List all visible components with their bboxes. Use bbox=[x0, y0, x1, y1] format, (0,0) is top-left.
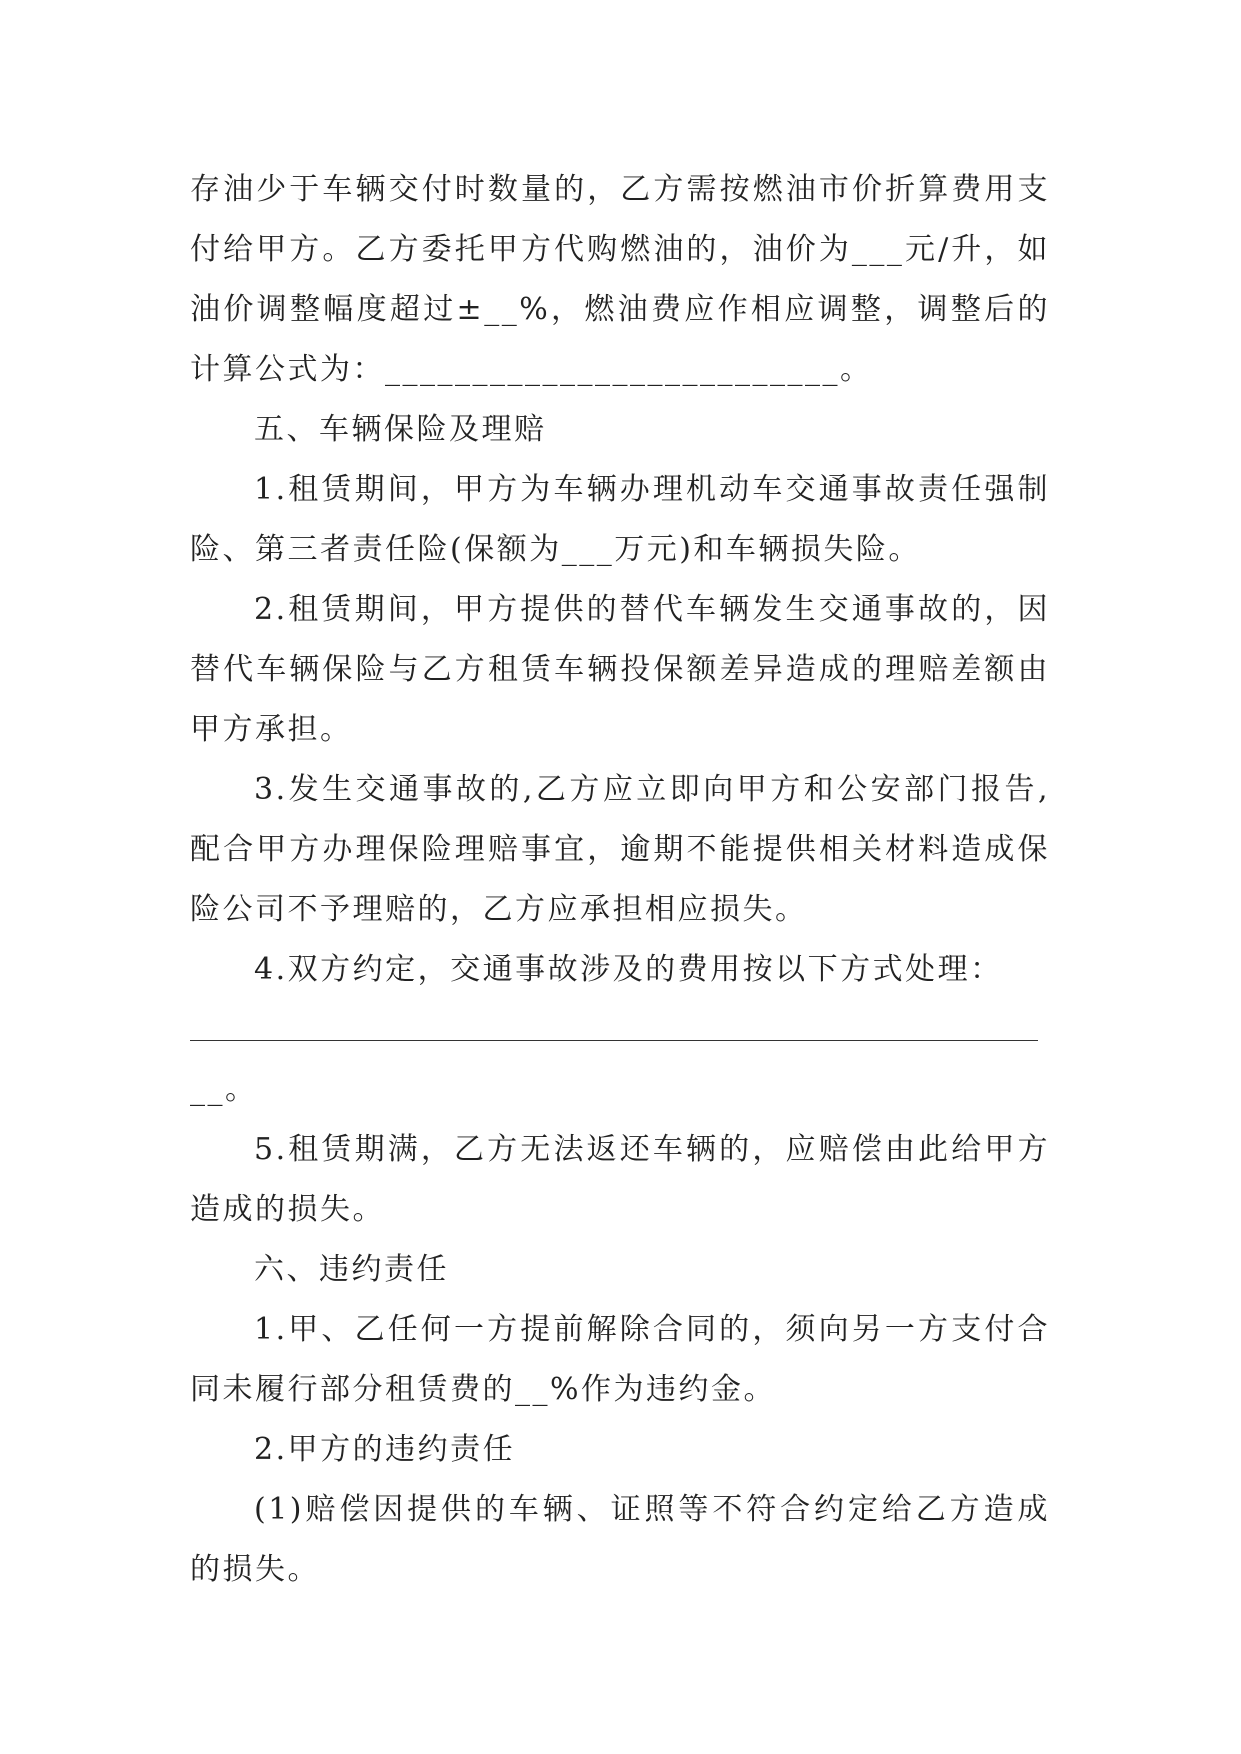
paragraph-insurance-1: 1.租赁期间，甲方为车辆办理机动车交通事故责任强制险、第三者责任险(保额为___万元)和车辆损失险。 bbox=[190, 472, 1050, 567]
section-heading-breach: 六、违约责任 bbox=[254, 1252, 449, 1287]
paragraph-fuel-terms: 存油少于车辆交付时数量的，乙方需按燃油市价折算费用支付给甲方。乙方委托甲方代购燃油的，油价为___元/升，如油价调整幅度超过±__%，燃油费应作相应调整，调整后的计算公式为：__________________________。 bbox=[190, 172, 1050, 387]
paragraph-insurance-3: 3.发生交通事故的,乙方应立即向甲方和公安部门报告,配合甲方办理保险理赔事宜，逾期不能提供相关材料造成保险公司不予理赔的，乙方应承担相应损失。 bbox=[190, 772, 1050, 927]
paragraph-breach-2-1: (1)赔偿因提供的车辆、证照等不符合约定给乙方造成的损失。 bbox=[190, 1492, 1050, 1587]
contract-body bbox=[190, 160, 1050, 1600]
paragraph-insurance-2: 2.租赁期间，甲方提供的替代车辆发生交通事故的，因替代车辆保险与乙方租赁车辆投保额差异造成的理赔差额由甲方承担。 bbox=[190, 592, 1050, 747]
blank-underline bbox=[190, 1040, 1038, 1041]
section-heading-insurance: 五、车辆保险及理赔 bbox=[254, 412, 547, 447]
paragraph-insurance-4-end: __。 bbox=[190, 1072, 258, 1107]
paragraph-insurance-5: 5.租赁期满，乙方无法返还车辆的，应赔偿由此给甲方造成的损失。 bbox=[190, 1132, 1050, 1227]
paragraph-insurance-4: 4.双方约定，交通事故涉及的费用按以下方式处理： bbox=[254, 952, 1003, 987]
fill-in-blank-line bbox=[190, 1000, 1050, 1060]
paragraph-breach-1: 1.甲、乙任何一方提前解除合同的，须向另一方支付合同未履行部分租赁费的__%作为违约金。 bbox=[190, 1312, 1050, 1407]
paragraph-breach-2: 2.甲方的违约责任 bbox=[254, 1432, 516, 1467]
